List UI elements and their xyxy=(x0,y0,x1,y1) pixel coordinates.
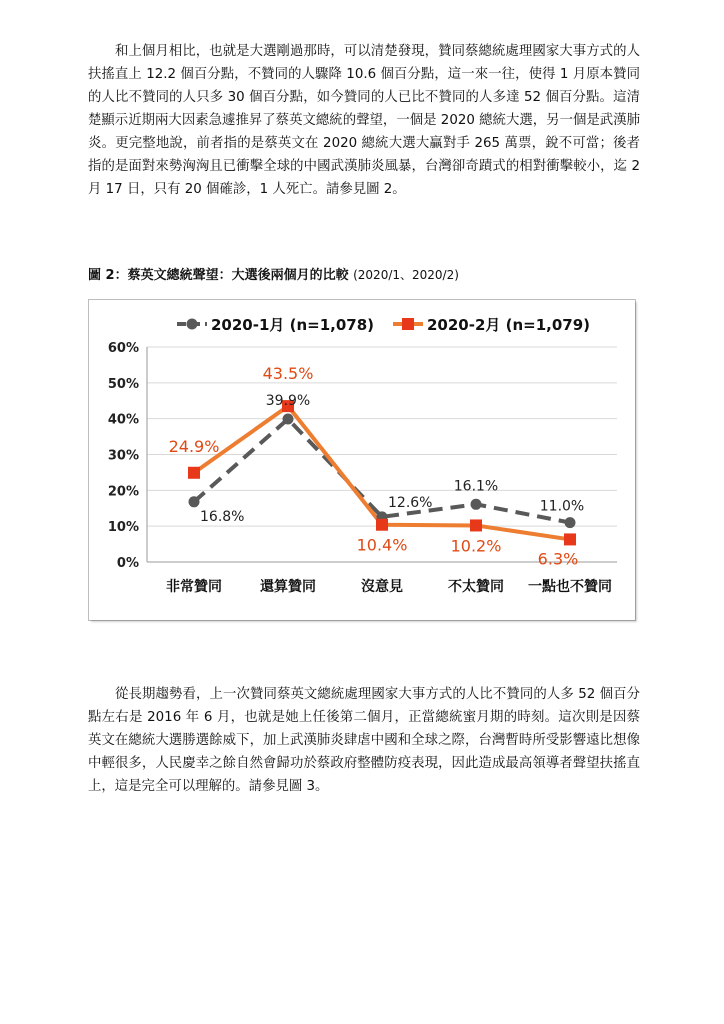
data-point-2020-feb xyxy=(470,519,482,531)
data-label-2020-feb: 10.4% xyxy=(356,535,408,555)
data-point-2020-jan xyxy=(565,517,576,528)
data-point-2020-feb xyxy=(188,467,200,479)
data-point-2020-jan xyxy=(283,414,294,425)
paragraph-1: 和上個月相比，也就是大選剛過那時，可以清楚發現，贊同蔡總統處理國家大事方式的人扶搖直上 12.2 個百分點，不贊同的人驟降 10.6 個百分點，這一來一往，使得 1 月原本贊同的人比不贊同的人只多 30 個百分點，如今贊同的人已比不贊同的人多達 52 個百分點。這清楚顯示近期兩大因素急遽推昇了蔡英文總統的聲望，一個是 2020 總統大選，另一個是武漢肺炎。更完整地說，前者指的是蔡英文在 2020 總統大選大贏對手 265 萬票，銳不可當；後者指的是面對來勢洶洶且已衝擊全球的中國武漢肺炎風暴，台灣卻奇蹟式的相對衝擊較小，迄 2 月 17 日，只有 20 個確診，1 人死亡。請參見圖 2。 xyxy=(88,44,640,197)
data-label-2020-feb: 24.9% xyxy=(168,436,220,456)
y-tick-label: 30% xyxy=(107,448,139,464)
data-label-2020-jan: 12.6% xyxy=(388,494,433,511)
data-point-2020-feb xyxy=(376,519,388,531)
line-chart xyxy=(89,300,635,620)
legend-marker-2020-jan xyxy=(187,319,198,330)
y-tick-label: 0% xyxy=(116,556,139,571)
x-tick-label: 還算贊同 xyxy=(260,579,316,595)
data-point-2020-jan xyxy=(471,499,482,510)
legend-label-2020-feb: 2020-2月 (n=1,079) xyxy=(427,316,591,334)
data-label-2020-jan: 16.1% xyxy=(453,478,499,495)
x-tick-label: 非常贊同 xyxy=(166,579,222,595)
data-point-2020-jan xyxy=(189,496,200,507)
figure-caption-range: (2020/1、2020/2) xyxy=(353,268,459,282)
figure-caption-title: 圖 2：蔡英文總統聲望：大選後兩個月的比較 xyxy=(88,268,349,283)
data-label-2020-feb: 10.2% xyxy=(450,536,502,556)
data-label-2020-jan: 16.8% xyxy=(200,508,245,525)
figure-caption xyxy=(88,264,459,283)
paragraph-2: 從長期趨勢看，上一次贊同蔡英文總統處理國家大事方式的人比不贊同的人多 52 個百分點左右是 2016 年 6 月，也就是她上任後第二個月，正當總統蜜月期的時刻。這次則是因蔡英文在總統大選勝選餘威下，加上武漢肺炎肆虐中國和全球之際，台灣暫時所受影響遠比想像中輕很多，人民慶幸之餘自然會歸功於蔡政府整體防疫表現，因此造成最高領導者聲望扶搖直上，這是完全可以理解的。請參見圖 3。 xyxy=(88,687,640,794)
y-tick-label: 20% xyxy=(107,484,139,500)
data-point-2020-feb xyxy=(564,533,576,545)
y-tick-label: 10% xyxy=(107,520,139,536)
x-tick-label: 不太贊同 xyxy=(448,579,504,595)
x-tick-label: 沒意見 xyxy=(361,579,403,595)
chart-frame xyxy=(88,299,636,621)
x-tick-label: 一點也不贊同 xyxy=(528,579,612,595)
legend-marker-2020-feb xyxy=(402,318,414,330)
y-tick-label: 40% xyxy=(107,412,139,428)
data-label-2020-jan: 39.9% xyxy=(265,393,311,410)
y-tick-label: 50% xyxy=(107,376,139,392)
data-label-2020-feb: 6.3% xyxy=(537,549,579,569)
data-label-2020-feb: 43.5% xyxy=(262,364,314,384)
legend-label-2020-jan: 2020-1月 (n=1,078) xyxy=(211,316,375,334)
data-label-2020-jan: 11.0% xyxy=(539,498,585,515)
y-tick-label: 60% xyxy=(107,341,139,356)
